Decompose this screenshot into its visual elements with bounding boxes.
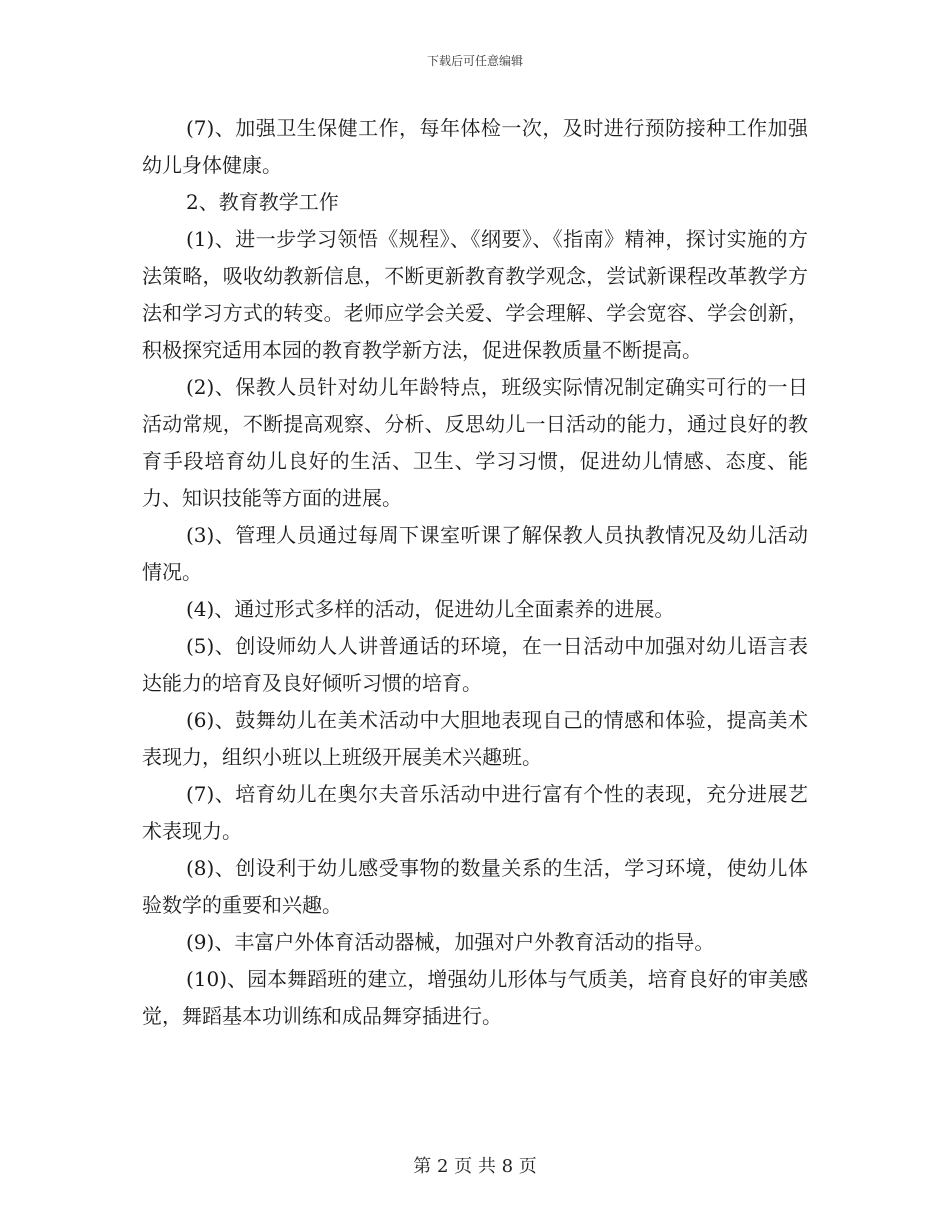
page-number: 第 2 页 共 8 页 xyxy=(413,1156,537,1177)
paragraph-item-3: (3)、管理人员通过每周下课室听课了解保教人员执教情况及幼儿活动情况。 xyxy=(142,523,808,584)
section-heading-education: 2、教育教学工作 xyxy=(186,190,339,214)
paragraph-item-6: (6)、鼓舞幼儿在美术活动中大胆地表现自己的情感和体验，提高美术表现力，组织小班以上班级开展美术兴趣班。 xyxy=(142,708,808,769)
paragraph-item-9: (9)、丰富户外体育活动器械，加强对户外教育活动的指导。 xyxy=(186,930,715,954)
paragraph-item-7: (7)、培育幼儿在奥尔夫音乐活动中进行富有个性的表现，充分进展艺术表现力。 xyxy=(142,782,808,843)
paragraph-item-1: (1)、进一步学习领悟《规程》、《纲要》、《指南》精神，探讨实施的方法策略，吸收幼教新信息，不断更新教育教学观念，尝试新课程改革教学方法和学习方式的转变。老师应学会关爱、学会理解、学会宽容、学会创新，积极探究适用本园的教育教学新方法，促进保教质量不断提高。 xyxy=(142,227,808,362)
paragraph-item-4: (4)、通过形式多样的活动，促进幼儿全面素养的进展。 xyxy=(186,597,675,621)
document-body xyxy=(142,110,808,1035)
page-header: 下载后可任意编辑 xyxy=(426,54,523,68)
paragraph-item-8: (8)、创设利于幼儿感受事物的数量关系的生活，学习环境，使幼儿体验数学的重要和兴趣。 xyxy=(142,856,808,917)
paragraph-health-checkup: (7)、加强卫生保健工作，每年体检一次，及时进行预防接种工作加强幼儿身体健康。 xyxy=(142,116,808,177)
paragraph-item-10: (10)、园本舞蹈班的建立，增强幼儿形体与气质美，培育良好的审美感觉，舞蹈基本功训练和成品舞穿插进行。 xyxy=(142,967,808,1028)
paragraph-item-2: (2)、保教人员针对幼儿年龄特点，班级实际情况制定确实可行的一日活动常规，不断提高观察、分析、反思幼儿一日活动的能力，通过良好的教育手段培育幼儿良好的生活、卫生、学习习惯，促进幼儿情感、态度、能力、知识技能等方面的进展。 xyxy=(142,375,808,510)
paragraph-item-5: (5)、创设师幼人人讲普通话的环境，在一日活动中加强对幼儿语言表达能力的培育及良好倾听习惯的培育。 xyxy=(142,634,808,695)
